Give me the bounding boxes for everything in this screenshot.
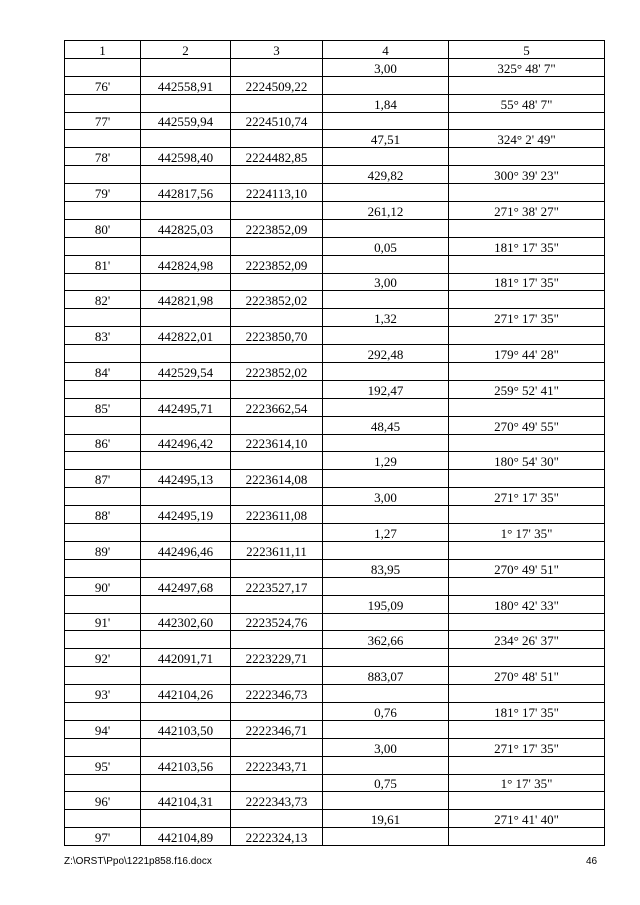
point-id-cell	[65, 667, 141, 685]
table-row	[65, 649, 605, 667]
y-coordinate-cell: 2223852,02	[231, 363, 323, 381]
bearing-cell: 234° 26' 37"	[449, 631, 605, 649]
y-coordinate-cell	[231, 702, 323, 720]
y-coordinate-cell: 2223229,71	[231, 649, 323, 667]
distance-cell: 261,12	[323, 202, 449, 220]
distance-cell: 883,07	[323, 667, 449, 685]
x-coordinate-cell	[141, 416, 231, 434]
y-coordinate-cell	[231, 345, 323, 363]
bearing-cell: 1° 17' 35"	[449, 774, 605, 792]
point-id-cell	[65, 595, 141, 613]
y-coordinate-cell: 2224113,10	[231, 184, 323, 202]
distance-cell: 3,00	[323, 488, 449, 506]
bearing-cell	[449, 434, 605, 452]
distance-cell: 292,48	[323, 345, 449, 363]
y-coordinate-cell	[231, 595, 323, 613]
point-id-cell	[65, 58, 141, 76]
x-coordinate-cell: 442495,71	[141, 398, 231, 416]
x-coordinate-cell: 442497,68	[141, 577, 231, 595]
distance-cell: 362,66	[323, 631, 449, 649]
bearing-cell: 271° 17' 35"	[449, 488, 605, 506]
bearing-cell: 181° 17' 35"	[449, 273, 605, 291]
y-coordinate-cell: 2223524,76	[231, 613, 323, 631]
point-id-cell: 95'	[65, 756, 141, 774]
x-coordinate-cell	[141, 667, 231, 685]
point-id-cell: 87'	[65, 470, 141, 488]
x-coordinate-cell: 442104,31	[141, 792, 231, 810]
bearing-cell	[449, 792, 605, 810]
distance-cell	[323, 184, 449, 202]
bearing-cell: 271° 17' 35"	[449, 738, 605, 756]
y-coordinate-cell	[231, 559, 323, 577]
bearing-cell	[449, 541, 605, 559]
distance-cell	[323, 470, 449, 488]
table-row	[65, 541, 605, 559]
point-id-cell: 88'	[65, 506, 141, 524]
table-row	[65, 255, 605, 273]
footer-page-number: 46	[586, 856, 598, 867]
table-row	[65, 76, 605, 94]
distance-cell: 0,76	[323, 702, 449, 720]
distance-cell: 1,27	[323, 524, 449, 542]
y-coordinate-cell: 2223614,08	[231, 470, 323, 488]
distance-cell	[323, 219, 449, 237]
y-coordinate-cell: 2222346,73	[231, 685, 323, 703]
y-coordinate-cell	[231, 452, 323, 470]
y-coordinate-cell: 2223611,11	[231, 541, 323, 559]
table-body	[65, 58, 605, 845]
bearing-cell: 324° 2' 49"	[449, 130, 605, 148]
distance-cell: 3,00	[323, 273, 449, 291]
point-id-cell: 85'	[65, 398, 141, 416]
bearing-cell	[449, 76, 605, 94]
bearing-cell	[449, 398, 605, 416]
point-id-cell: 89'	[65, 541, 141, 559]
x-coordinate-cell: 442103,50	[141, 720, 231, 738]
y-coordinate-cell	[231, 58, 323, 76]
distance-cell	[323, 649, 449, 667]
x-coordinate-cell	[141, 452, 231, 470]
x-coordinate-cell	[141, 631, 231, 649]
y-coordinate-cell	[231, 631, 323, 649]
x-coordinate-cell: 442496,46	[141, 541, 231, 559]
table-row	[65, 756, 605, 774]
table-row	[65, 380, 605, 398]
x-coordinate-cell	[141, 488, 231, 506]
y-coordinate-cell: 2223852,09	[231, 219, 323, 237]
table-row	[65, 774, 605, 792]
bearing-cell: 300° 39' 23"	[449, 166, 605, 184]
y-coordinate-cell	[231, 774, 323, 792]
table-row	[65, 237, 605, 255]
y-coordinate-cell	[231, 524, 323, 542]
table-row	[65, 309, 605, 327]
y-coordinate-cell	[231, 810, 323, 828]
bearing-cell	[449, 148, 605, 166]
x-coordinate-cell: 442817,56	[141, 184, 231, 202]
distance-cell	[323, 363, 449, 381]
bearing-cell	[449, 112, 605, 130]
table-row	[65, 184, 605, 202]
table-row	[65, 702, 605, 720]
y-coordinate-cell: 2223850,70	[231, 327, 323, 345]
bearing-cell: 270° 49' 51"	[449, 559, 605, 577]
point-id-cell	[65, 810, 141, 828]
point-id-cell	[65, 345, 141, 363]
point-id-cell	[65, 774, 141, 792]
x-coordinate-cell	[141, 166, 231, 184]
y-coordinate-cell	[231, 273, 323, 291]
x-coordinate-cell: 442104,89	[141, 828, 231, 846]
table-header	[65, 41, 605, 59]
table-row	[65, 792, 605, 810]
x-coordinate-cell	[141, 595, 231, 613]
table-row	[65, 685, 605, 703]
table-row	[65, 667, 605, 685]
bearing-cell: 259° 52' 41"	[449, 380, 605, 398]
point-id-cell	[65, 380, 141, 398]
distance-cell	[323, 76, 449, 94]
y-coordinate-cell	[231, 166, 323, 184]
y-coordinate-cell	[231, 237, 323, 255]
table-row	[65, 470, 605, 488]
y-coordinate-cell	[231, 94, 323, 112]
point-id-cell: 97'	[65, 828, 141, 846]
y-coordinate-cell	[231, 738, 323, 756]
point-id-cell: 96'	[65, 792, 141, 810]
distance-cell: 195,09	[323, 595, 449, 613]
bearing-cell	[449, 720, 605, 738]
x-coordinate-cell	[141, 702, 231, 720]
x-coordinate-cell: 442496,42	[141, 434, 231, 452]
x-coordinate-cell: 442495,13	[141, 470, 231, 488]
bearing-cell: 55° 48' 7"	[449, 94, 605, 112]
bearing-cell: 271° 41' 40"	[449, 810, 605, 828]
header-col-5: 5	[449, 41, 605, 59]
bearing-cell: 179° 44' 28"	[449, 345, 605, 363]
header-col-3: 3	[231, 41, 323, 59]
distance-cell: 1,29	[323, 452, 449, 470]
point-id-cell	[65, 452, 141, 470]
bearing-cell: 180° 42' 33"	[449, 595, 605, 613]
table-row	[65, 166, 605, 184]
x-coordinate-cell	[141, 237, 231, 255]
distance-cell	[323, 720, 449, 738]
point-id-cell	[65, 237, 141, 255]
header-col-4: 4	[323, 41, 449, 59]
table-row	[65, 94, 605, 112]
x-coordinate-cell	[141, 810, 231, 828]
y-coordinate-cell: 2222324,13	[231, 828, 323, 846]
point-id-cell	[65, 488, 141, 506]
bearing-cell	[449, 470, 605, 488]
distance-cell: 3,00	[323, 738, 449, 756]
distance-cell	[323, 327, 449, 345]
x-coordinate-cell: 442104,26	[141, 685, 231, 703]
table-row	[65, 219, 605, 237]
distance-cell: 1,84	[323, 94, 449, 112]
point-id-cell: 92'	[65, 649, 141, 667]
y-coordinate-cell: 2222343,73	[231, 792, 323, 810]
point-id-cell: 78'	[65, 148, 141, 166]
distance-cell	[323, 577, 449, 595]
y-coordinate-cell: 2224482,85	[231, 148, 323, 166]
y-coordinate-cell: 2223852,09	[231, 255, 323, 273]
y-coordinate-cell: 2223662,54	[231, 398, 323, 416]
point-id-cell	[65, 273, 141, 291]
distance-cell	[323, 685, 449, 703]
table-row	[65, 202, 605, 220]
point-id-cell: 86'	[65, 434, 141, 452]
bearing-cell	[449, 828, 605, 846]
y-coordinate-cell: 2224509,22	[231, 76, 323, 94]
point-id-cell: 76'	[65, 76, 141, 94]
x-coordinate-cell	[141, 130, 231, 148]
table-row	[65, 810, 605, 828]
x-coordinate-cell: 442822,01	[141, 327, 231, 345]
distance-cell: 48,45	[323, 416, 449, 434]
distance-cell	[323, 148, 449, 166]
x-coordinate-cell: 442302,60	[141, 613, 231, 631]
table-row	[65, 363, 605, 381]
distance-cell: 3,00	[323, 58, 449, 76]
distance-cell: 47,51	[323, 130, 449, 148]
table-row	[65, 559, 605, 577]
bearing-cell: 271° 38' 27"	[449, 202, 605, 220]
x-coordinate-cell	[141, 524, 231, 542]
x-coordinate-cell: 442821,98	[141, 291, 231, 309]
bearing-cell: 180° 54' 30"	[449, 452, 605, 470]
footer-file-path: Z:\ORST\Ppo\1221p858.f16.docx	[64, 856, 212, 867]
bearing-cell	[449, 255, 605, 273]
x-coordinate-cell: 442824,98	[141, 255, 231, 273]
bearing-cell: 181° 17' 35"	[449, 237, 605, 255]
distance-cell: 0,05	[323, 237, 449, 255]
distance-cell	[323, 541, 449, 559]
bearing-cell	[449, 613, 605, 631]
table-row	[65, 398, 605, 416]
table-row	[65, 506, 605, 524]
distance-cell	[323, 398, 449, 416]
bearing-cell: 1° 17' 35"	[449, 524, 605, 542]
table-row	[65, 345, 605, 363]
bearing-cell: 271° 17' 35"	[449, 309, 605, 327]
header-col-1: 1	[65, 41, 141, 59]
x-coordinate-cell: 442495,19	[141, 506, 231, 524]
point-id-cell	[65, 416, 141, 434]
bearing-cell: 270° 48' 51"	[449, 667, 605, 685]
point-id-cell	[65, 94, 141, 112]
bearing-cell: 181° 17' 35"	[449, 702, 605, 720]
y-coordinate-cell: 2223527,17	[231, 577, 323, 595]
point-id-cell: 83'	[65, 327, 141, 345]
table-row	[65, 631, 605, 649]
distance-cell	[323, 613, 449, 631]
x-coordinate-cell: 442558,91	[141, 76, 231, 94]
point-id-cell	[65, 166, 141, 184]
distance-cell	[323, 756, 449, 774]
point-id-cell	[65, 309, 141, 327]
point-id-cell	[65, 702, 141, 720]
distance-cell	[323, 828, 449, 846]
point-id-cell: 82'	[65, 291, 141, 309]
distance-cell: 0,75	[323, 774, 449, 792]
y-coordinate-cell	[231, 416, 323, 434]
distance-cell	[323, 255, 449, 273]
bearing-cell: 325° 48' 7"	[449, 58, 605, 76]
y-coordinate-cell: 2222346,71	[231, 720, 323, 738]
bearing-cell	[449, 291, 605, 309]
point-id-cell	[65, 130, 141, 148]
x-coordinate-cell	[141, 273, 231, 291]
table-row	[65, 434, 605, 452]
table-row	[65, 720, 605, 738]
point-id-cell: 77'	[65, 112, 141, 130]
point-id-cell: 93'	[65, 685, 141, 703]
point-id-cell	[65, 738, 141, 756]
y-coordinate-cell	[231, 202, 323, 220]
bearing-cell	[449, 219, 605, 237]
point-id-cell: 79'	[65, 184, 141, 202]
point-id-cell: 91'	[65, 613, 141, 631]
y-coordinate-cell: 2223611,08	[231, 506, 323, 524]
table-row	[65, 524, 605, 542]
x-coordinate-cell	[141, 738, 231, 756]
x-coordinate-cell: 442825,03	[141, 219, 231, 237]
table-row	[65, 452, 605, 470]
bearing-cell	[449, 327, 605, 345]
distance-cell	[323, 112, 449, 130]
point-id-cell	[65, 631, 141, 649]
coordinates-table	[64, 40, 605, 846]
distance-cell	[323, 291, 449, 309]
x-coordinate-cell: 442559,94	[141, 112, 231, 130]
x-coordinate-cell: 442529,54	[141, 363, 231, 381]
y-coordinate-cell	[231, 130, 323, 148]
bearing-cell	[449, 184, 605, 202]
point-id-cell: 80'	[65, 219, 141, 237]
point-id-cell: 81'	[65, 255, 141, 273]
table-row	[65, 828, 605, 846]
x-coordinate-cell: 442103,56	[141, 756, 231, 774]
x-coordinate-cell	[141, 309, 231, 327]
distance-cell	[323, 792, 449, 810]
distance-cell: 83,95	[323, 559, 449, 577]
bearing-cell	[449, 756, 605, 774]
header-col-2: 2	[141, 41, 231, 59]
x-coordinate-cell	[141, 380, 231, 398]
point-id-cell	[65, 202, 141, 220]
table-row	[65, 595, 605, 613]
point-id-cell: 84'	[65, 363, 141, 381]
x-coordinate-cell	[141, 94, 231, 112]
table-row	[65, 416, 605, 434]
table-row	[65, 488, 605, 506]
x-coordinate-cell: 442598,40	[141, 148, 231, 166]
x-coordinate-cell	[141, 559, 231, 577]
y-coordinate-cell	[231, 667, 323, 685]
x-coordinate-cell	[141, 345, 231, 363]
y-coordinate-cell	[231, 380, 323, 398]
bearing-cell	[449, 685, 605, 703]
bearing-cell	[449, 363, 605, 381]
y-coordinate-cell	[231, 309, 323, 327]
distance-cell	[323, 506, 449, 524]
table-row	[65, 738, 605, 756]
table-row	[65, 112, 605, 130]
table-row	[65, 148, 605, 166]
point-id-cell: 90'	[65, 577, 141, 595]
x-coordinate-cell	[141, 202, 231, 220]
bearing-cell	[449, 577, 605, 595]
table-row	[65, 58, 605, 76]
distance-cell: 192,47	[323, 380, 449, 398]
bearing-cell: 270° 49' 55"	[449, 416, 605, 434]
bearing-cell	[449, 649, 605, 667]
distance-cell: 1,32	[323, 309, 449, 327]
point-id-cell	[65, 524, 141, 542]
header-row	[65, 41, 605, 59]
y-coordinate-cell	[231, 488, 323, 506]
point-id-cell	[65, 559, 141, 577]
distance-cell: 429,82	[323, 166, 449, 184]
point-id-cell: 94'	[65, 720, 141, 738]
y-coordinate-cell: 2223852,02	[231, 291, 323, 309]
table-row	[65, 291, 605, 309]
table-row	[65, 273, 605, 291]
y-coordinate-cell: 2224510,74	[231, 112, 323, 130]
y-coordinate-cell: 2222343,71	[231, 756, 323, 774]
table-row	[65, 613, 605, 631]
table-row	[65, 130, 605, 148]
y-coordinate-cell: 2223614,10	[231, 434, 323, 452]
x-coordinate-cell	[141, 58, 231, 76]
x-coordinate-cell: 442091,71	[141, 649, 231, 667]
x-coordinate-cell	[141, 774, 231, 792]
bearing-cell	[449, 506, 605, 524]
table-row	[65, 327, 605, 345]
distance-cell	[323, 434, 449, 452]
distance-cell: 19,61	[323, 810, 449, 828]
table-row	[65, 577, 605, 595]
